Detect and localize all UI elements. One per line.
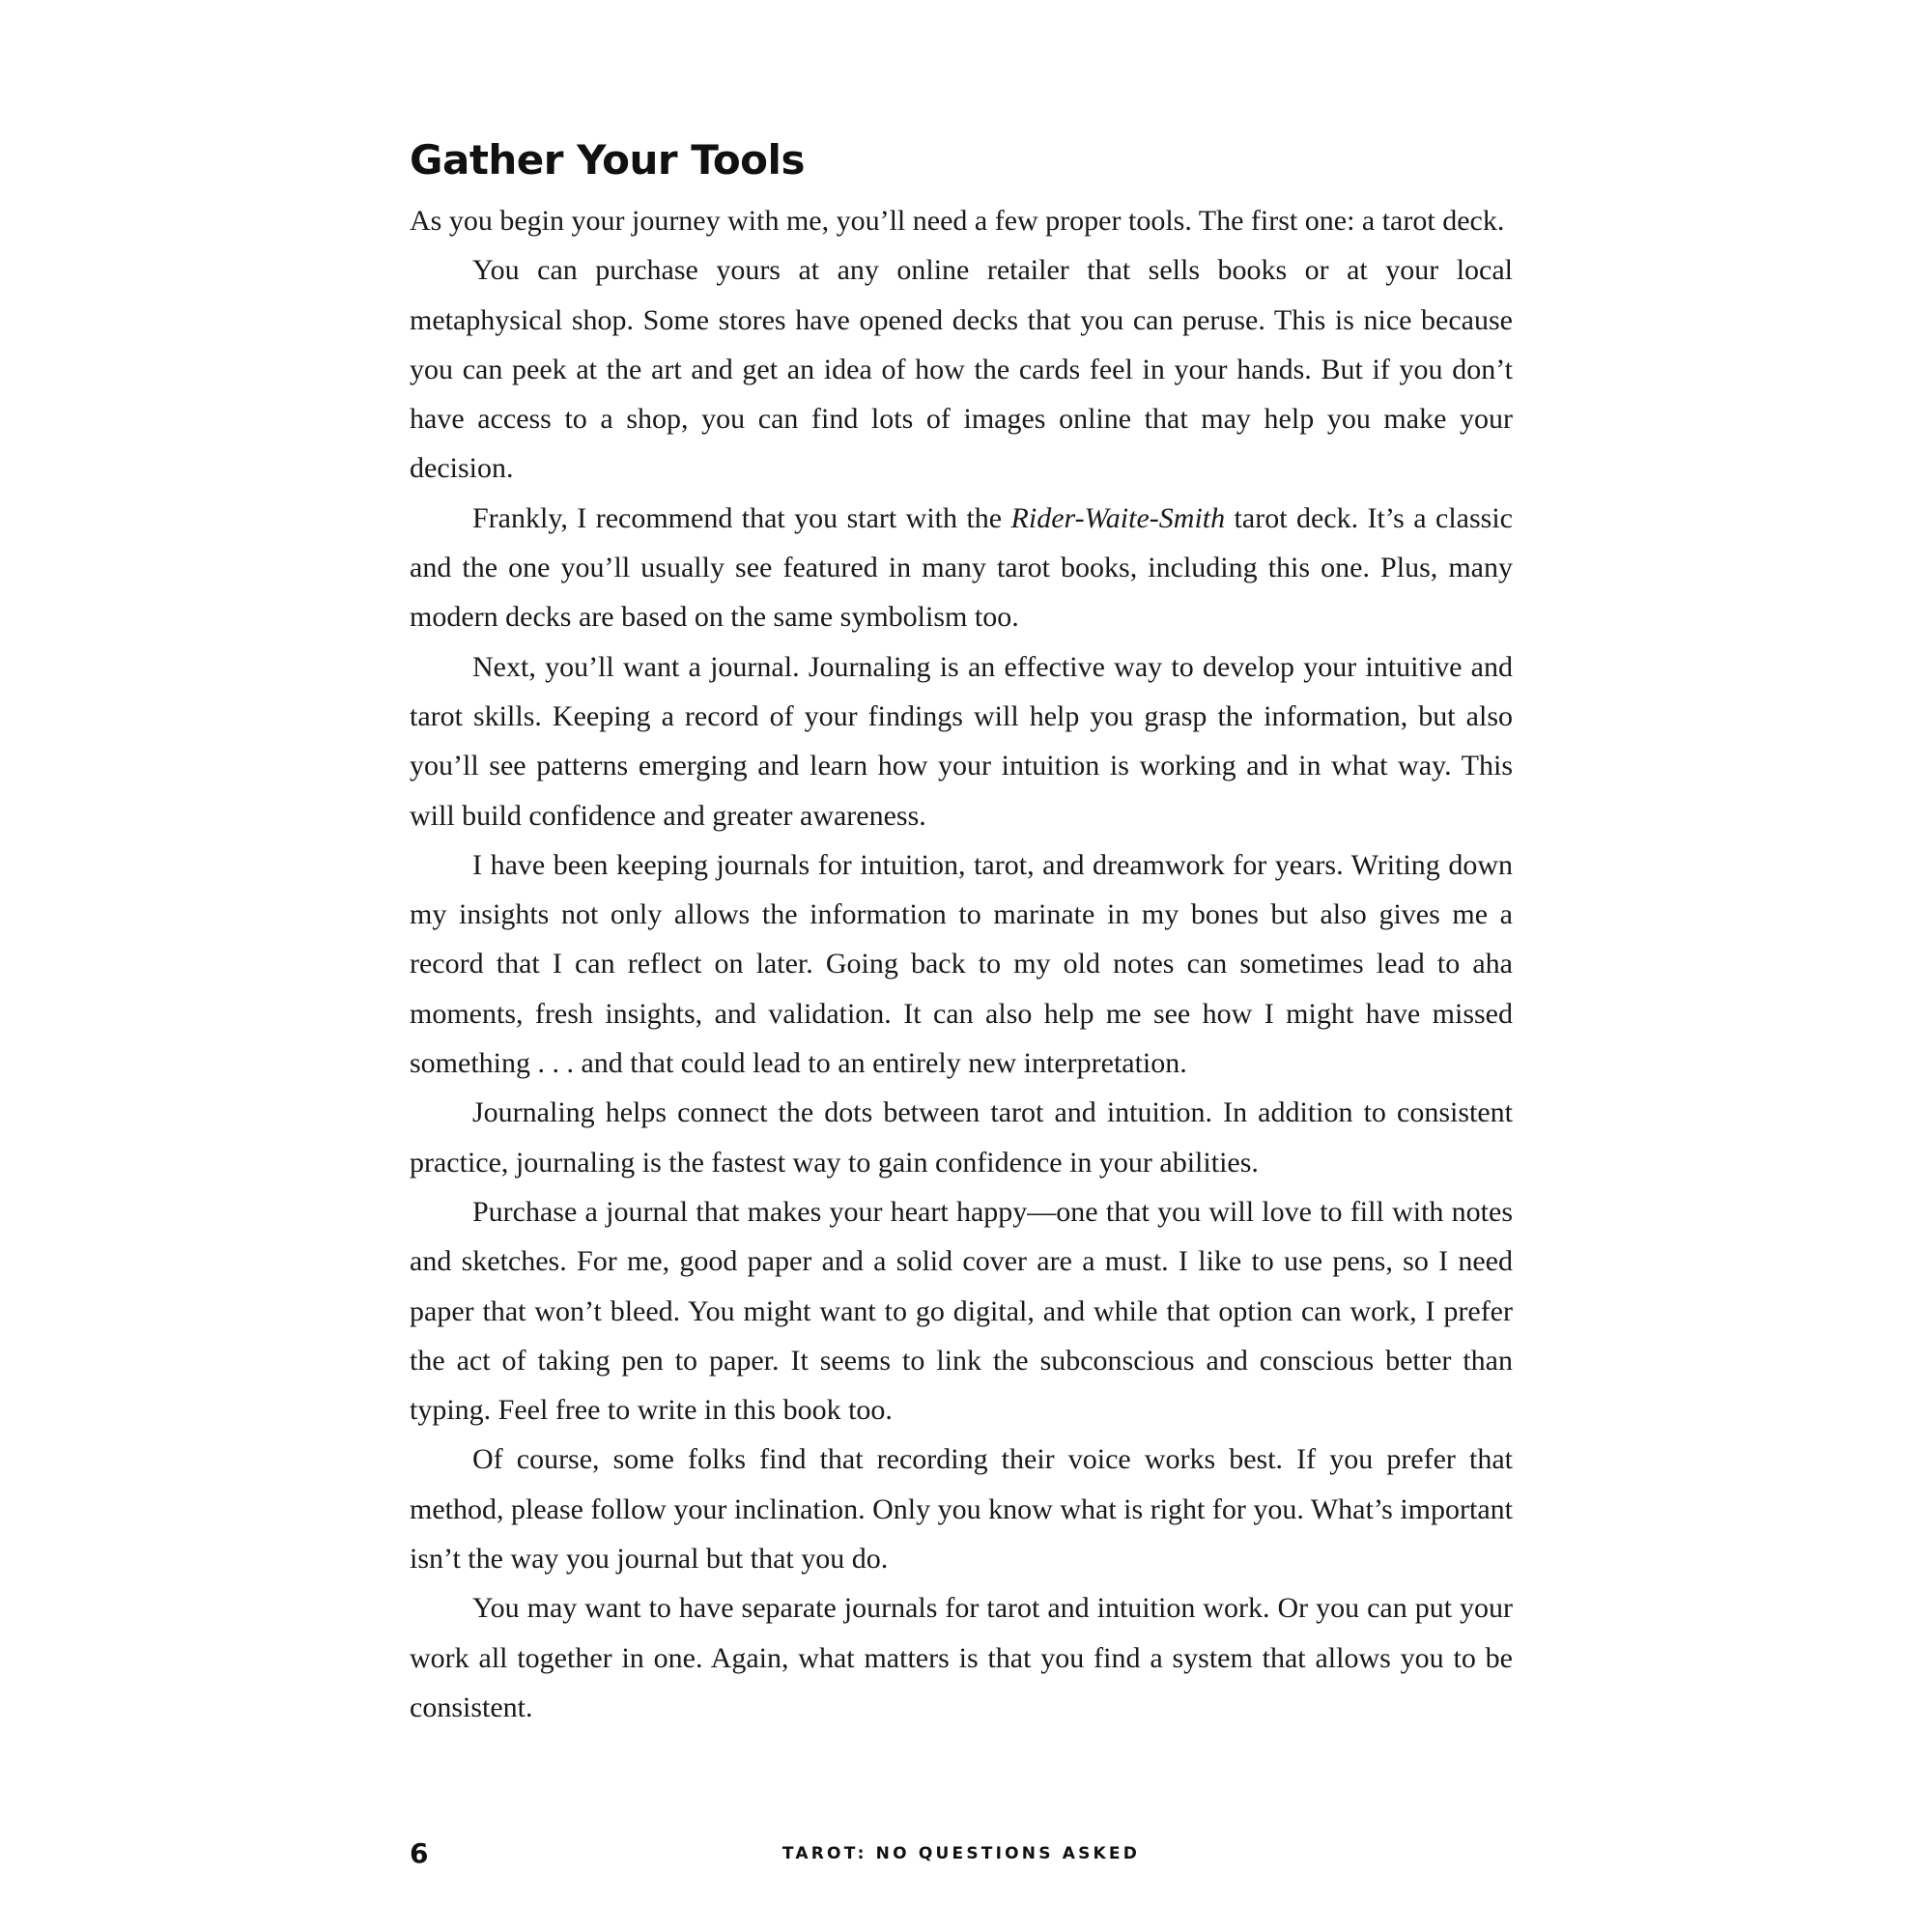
paragraph-5: I have been keeping journals for intuition, tarot, and dreamwork for years. Writing down my insights not only allows the information to marinate in my bones but also gives me a record that I can reflect on later. Going back to my old notes can sometimes lead to aha moments, fresh insights, and validation. It can also help me see how I might have missed something . . . and that could lead to an entirely new interpretation. (410, 848, 1513, 1080)
paragraph-3-text-before: Frankly, I recommend that you start with the (472, 501, 1011, 534)
paragraph-8: Of course, some folks find that recording their voice works best. If you prefer that method, please follow your inclination. Only you know what is right for you. What’s important isn’t the way you journal but that you do. (410, 1443, 1513, 1576)
running-title: TAROT: NO QUESTIONS ASKED (781, 1844, 1141, 1863)
page-number: 6 (410, 1837, 429, 1869)
page-footer (410, 1834, 1513, 1873)
paragraph-6: Journaling helps connect the dots between tarot and intuition. In addition to consistent practice, journaling is the fastest way to gain confidence in your abilities. (410, 1096, 1513, 1179)
deck-title-italic: Rider-Waite-Smith (1010, 501, 1226, 534)
page-body (410, 130, 1513, 1732)
paragraph-2: You can purchase yours at any online retailer that sells books or at your local metaphysical shop. Some stores have opened decks that you can peruse. This is nice because you can peek at the art and get an idea of how the cards feel in your hands. But if you don’t have access to a shop, you can find lots of images online that may help you make your decision. (410, 254, 1513, 485)
paragraph-4: Next, you’ll want a journal. Journaling is an effective way to develop your intuitive and tarot skills. Keeping a record of your findings will help you grasp the information, but also you’ll see patterns emerging and learn how your intuition is working and in what way. This will build confidence and greater awareness. (410, 650, 1513, 832)
paragraph-3 (410, 494, 1513, 642)
paragraph-1: As you begin your journey with me, you’ll need a few proper tools. The first one: a tarot deck. (410, 205, 1505, 237)
paragraph-9: You may want to have separate journals for tarot and intuition work. Or you can put your work all together in one. Again, what matters is that you find a system that allows you to be consistent. (410, 1592, 1513, 1723)
paragraph-7: Purchase a journal that makes your heart happy—one that you will love to fill with notes and sketches. For me, good paper and a solid cover are a must. I like to use pens, so I need paper that won’t bleed. You might want to go digital, and while that option can work, I prefer the act of taking pen to paper. It seems to link the subconscious and conscious better than typing. Feel free to write in this book too. (410, 1195, 1513, 1427)
paragraph-3-text-after: tarot deck. It’s a classic and the one you’ll usually see featured in many tarot books, including this one. Plus, many modern decks are based on the same symbolism too. (410, 501, 1513, 634)
section-heading: Gather Your Tools (410, 136, 805, 184)
